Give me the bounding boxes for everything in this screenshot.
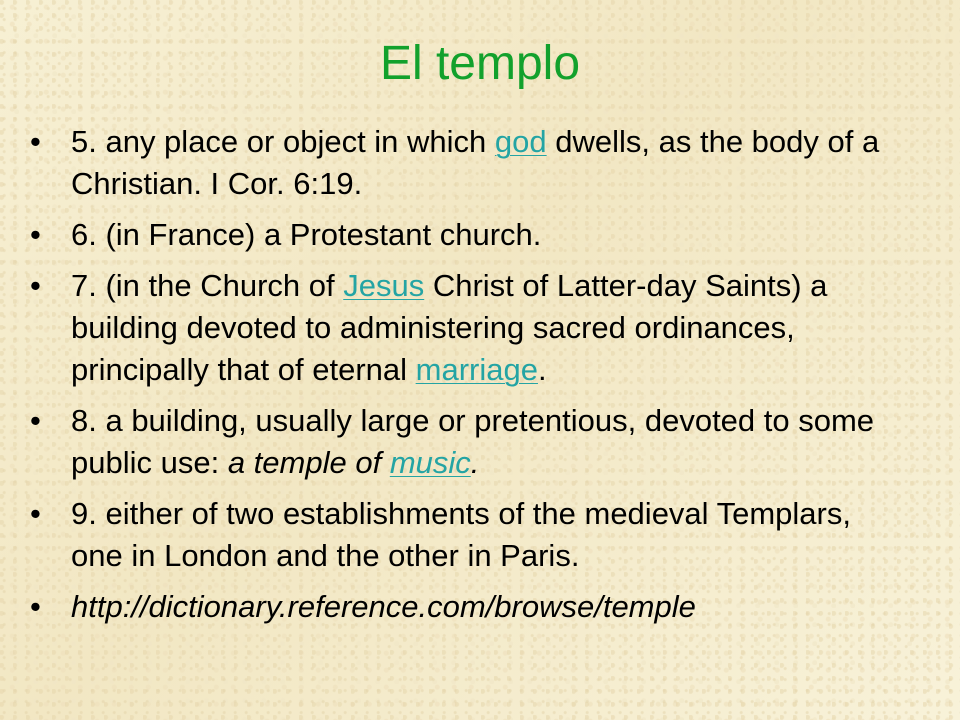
marriage-link[interactable]: marriage bbox=[415, 352, 538, 387]
source-url: http://dictionary.reference.com/browse/temple bbox=[71, 589, 696, 624]
definition-item-6 bbox=[0, 214, 960, 256]
definition-item-7 bbox=[0, 265, 960, 391]
definition-text: dwells, as the body of a Christian. I Cor. 6:19. bbox=[71, 124, 880, 201]
slide-title: El templo bbox=[379, 37, 581, 90]
bullet-icon: • bbox=[30, 217, 41, 252]
bullet-icon: • bbox=[30, 589, 41, 624]
music-link[interactable]: music bbox=[389, 445, 471, 480]
definition-text: 6. (in France) a Protestant church. bbox=[71, 217, 542, 252]
definition-item-8 bbox=[0, 400, 960, 484]
bullet-icon: • bbox=[30, 496, 41, 531]
jesus-link[interactable]: Jesus bbox=[343, 268, 425, 303]
definition-text: 9. either of two establishments of the medieval Templars, one in London and the other in Paris. bbox=[71, 496, 851, 573]
definition-text: Christ of Latter-day Saints) a building devoted to administering sacred ordinances, principally that of eternal bbox=[71, 268, 828, 387]
definition-text: . bbox=[537, 352, 547, 387]
source-item bbox=[0, 586, 960, 628]
bullet-icon: • bbox=[30, 268, 41, 303]
example-text: . bbox=[470, 445, 480, 480]
definition-item-9 bbox=[0, 493, 960, 577]
bullet-icon: • bbox=[30, 124, 41, 159]
definition-text: 5. any place or object in which bbox=[71, 124, 495, 159]
definition-list bbox=[0, 121, 960, 637]
example-text: a temple of bbox=[227, 445, 390, 480]
bullet-icon: • bbox=[30, 403, 41, 438]
definition-item-5 bbox=[0, 121, 960, 205]
definition-text: 7. (in the Church of bbox=[71, 268, 344, 303]
definition-text: 8. a building, usually large or pretentious, devoted to some public use: bbox=[71, 403, 875, 480]
god-link[interactable]: god bbox=[494, 124, 547, 159]
